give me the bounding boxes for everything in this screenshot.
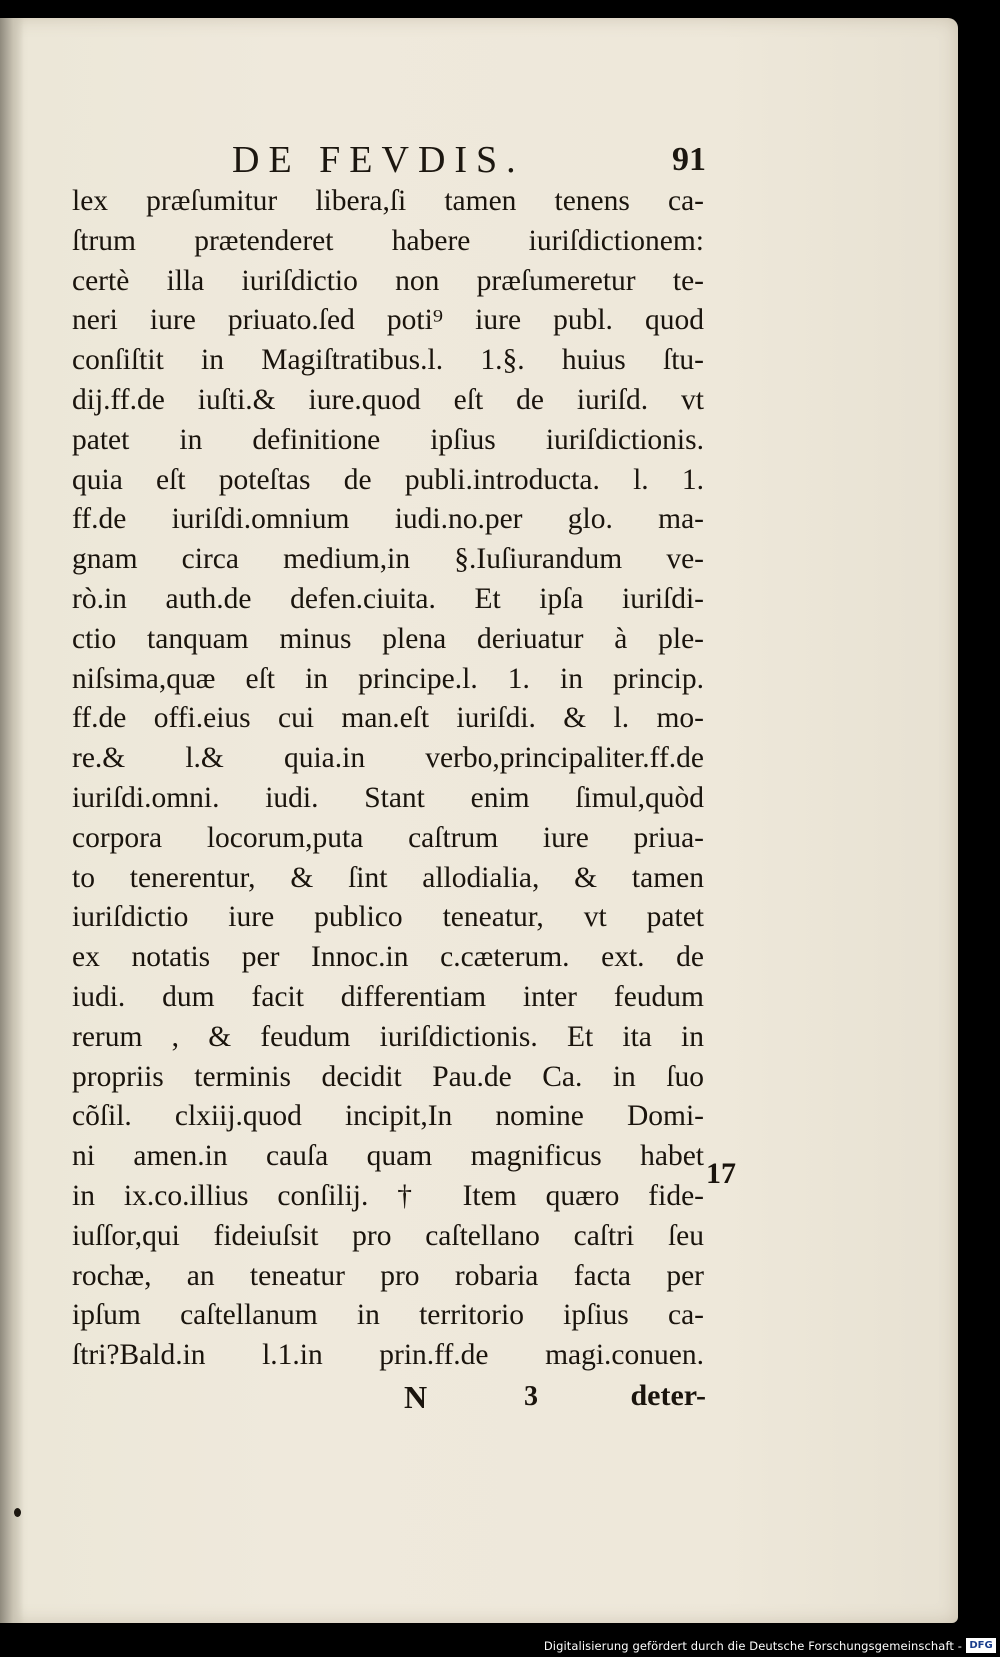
text-line: iudi. dum facit differentiam inter feudum (72, 980, 704, 1013)
text-line: quia eſt poteſtas de publi.introducta. l. 1. (72, 463, 704, 496)
text-line: ff.de offi.eius cui man.eſt iuriſdi. & l. mo- (72, 702, 704, 735)
running-head: DE FEVDIS. (232, 139, 525, 181)
page-header (72, 136, 706, 184)
marginal-number: 17 (706, 1157, 736, 1190)
page-number: 91 (672, 141, 706, 178)
text-line: corpora locorum,puta caſtrum iure priua- (72, 821, 704, 854)
text-line: re.& l.& quia.in verbo,principaliter.ff.de (72, 742, 704, 775)
text-line: iuriſdictio iure publico teneatur, vt patet (72, 901, 704, 934)
text-line: cõſil. clxiij.quod incipit,In nomine Domi- (72, 1100, 704, 1133)
text-line: ſtrum prætenderet habere iuriſdictionem: (72, 224, 704, 257)
body-text (72, 182, 704, 1376)
text-line: ff.de iuriſdi.omnium iudi.no.per glo. ma- (72, 503, 704, 536)
text-line: ex notatis per Innoc.in c.cæterum. ext. de (72, 941, 704, 974)
dfg-logo: DFG (966, 1638, 996, 1653)
text-line: to tenerentur, & ſint allodialia, & tamen (72, 861, 704, 894)
signature-line (72, 1379, 706, 1419)
catchword: deter- (630, 1379, 706, 1412)
text-line: ctio tanquam minus plena deriuatur à ple- (72, 622, 704, 655)
text-line: certè illa iuriſdictio non præſumeretur te- (72, 264, 704, 297)
text-line: lex præſumitur libera,ſi tamen tenens ca- (72, 185, 704, 217)
footer-bar (0, 1633, 1000, 1657)
text-line: rerum , & feudum iuriſdictionis. Et ita in (72, 1020, 704, 1053)
text-line: propriis terminis decidit Pau.de Ca. in ſuo (72, 1060, 704, 1093)
signature-number: 3 (524, 1381, 538, 1412)
text-line: patet in definitione ipſius iuriſdictionis. (72, 423, 704, 456)
text-line: in ix.co.illius conſilij. † Item quæro fide- (72, 1179, 704, 1212)
text-line: conſiſtit in Magiſtratibus.l. 1.§. huius ſtu- (72, 344, 704, 377)
text-line: gnam circa medium,in §.Iuſiurandum ve- (72, 543, 704, 576)
text-line: neri iure priuato.ſed poti⁹ iure publ. quod (72, 304, 704, 337)
text-line: ni amen.in cauſa quam magnificus habet (72, 1140, 704, 1173)
text-line: rochæ, an teneatur pro robaria facta per (72, 1259, 704, 1292)
text-line: rò.in auth.de defen.ciuita. Et ipſa iuriſdi- (72, 582, 704, 615)
funding-credit: Digitalisierung gefördert durch die Deutsche Forschungsgemeinschaft - (543, 1639, 962, 1653)
text-line: iuſſor,qui fideiuſsit pro caſtellano caſtri ſeu (72, 1219, 704, 1252)
text-line: ipſum caſtellanum in territorio ipſius ca- (72, 1299, 704, 1332)
text-line: iuriſdi.omni. iudi. Stant enim ſimul,quòd (72, 781, 704, 814)
text-line: niſsima,quæ eſt in principe.l. 1. in princip. (72, 662, 704, 695)
signature-mark: N (404, 1379, 428, 1415)
ink-speck (14, 1508, 21, 1517)
text-line: ſtri?Bald.in l.1.in prin.ff.de magi.conuen. (72, 1339, 704, 1372)
text-line: dij.ff.de iuſti.& iure.quod eſt de iuriſd. vt (72, 383, 704, 416)
